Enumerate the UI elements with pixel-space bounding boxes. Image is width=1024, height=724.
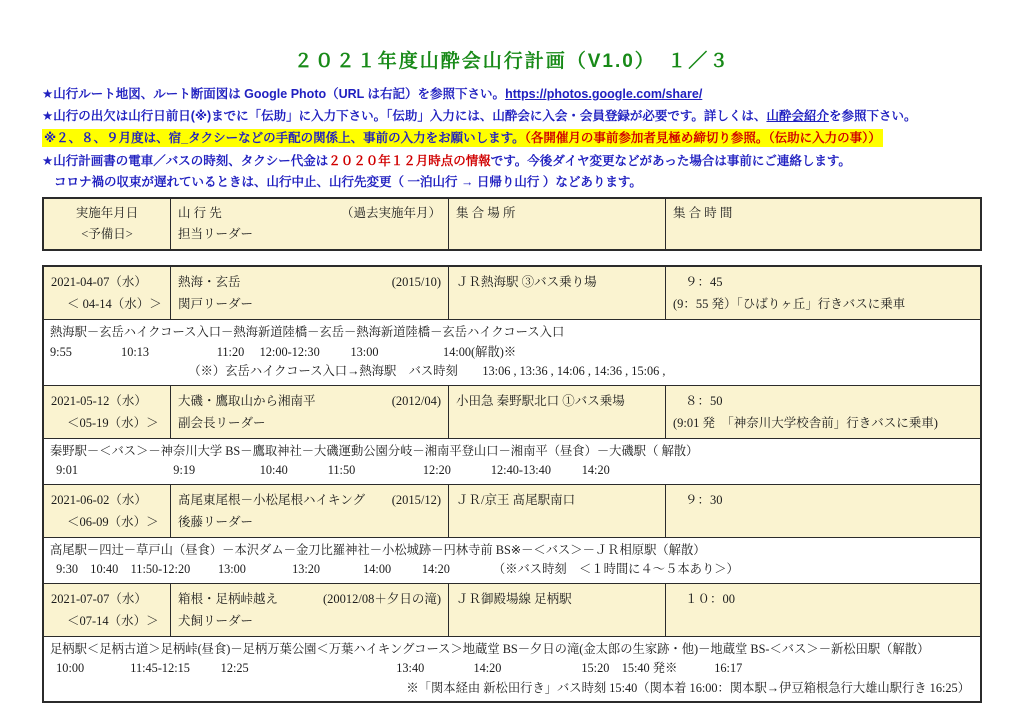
club-intro-link[interactable]: 山酔会紹介 <box>766 108 829 123</box>
entry-date-cell <box>44 386 170 438</box>
entry-meeting-time: １０：00 <box>685 591 736 606</box>
entry-meeting-place: ＪＲ御殿場線 足柄駅 <box>448 584 665 636</box>
note-route-maps <box>42 86 984 102</box>
entry-destination-cell <box>170 267 448 319</box>
entry-meeting-place: ＪＲ熱海駅 ③バス乗り場 <box>448 267 665 319</box>
entry-meeting-time-cell <box>665 267 984 319</box>
entry-meeting-time-cell <box>665 584 984 636</box>
header-meeting-time-column: 集 合 時 間 <box>665 199 984 249</box>
hike-info-row <box>44 485 980 538</box>
entry-leader: 副会長リーダー <box>178 415 266 430</box>
entry-date-cell <box>44 267 170 319</box>
entry-date: 2021-06-02（水） <box>51 492 147 507</box>
entry-reserve-date: ＜05-19（水）＞ <box>67 415 159 430</box>
entry-leader: 犬飼リーダー <box>178 613 254 628</box>
entry-destination: 髙尾東尾根－小松尾根ハイキング <box>178 492 366 507</box>
route-bus-note-line: （※）玄岳ハイクコース入口→熱海駅 バス時刻 13:06 , 13:36 , 14:06 , 14:36 , 15:06 , <box>50 364 666 378</box>
entry-time-note: (9:01 発 「神奈川大学校舎前」行きバスに乗車) <box>673 415 938 430</box>
header-destination-label: 山 行 先 <box>178 206 222 220</box>
notes-block <box>42 86 984 190</box>
header-date-column <box>44 199 170 249</box>
route-times-line: 9:01 9:19 10:40 11:50 12:20 12:40-13:40 14:20 <box>50 463 610 477</box>
note-densuke <box>42 108 984 124</box>
entry-past-date: (20012/08＋夕日の滝) <box>322 591 441 606</box>
header-reserve-label: <予備日> <box>81 227 133 241</box>
note-densuke-tail: を参照下さい。 <box>828 108 917 123</box>
note-densuke-text: ★山行の出欠は山行日前日(※)までに「伝助」に入力下さい。「伝助」入力には、山酔会に入会・会員登録が必要です。詳しくは、 <box>42 108 767 123</box>
note-advance-red: （各開催月の事前参加者見極め締切り参照。（伝助に入力の事）） <box>524 131 881 145</box>
entry-past-date: (2012/04) <box>391 393 441 408</box>
schedule-header-table <box>42 197 982 251</box>
entry-meeting-time: ９：45 <box>685 275 723 289</box>
hike-entry <box>44 267 980 386</box>
entry-past-date: (2015/12) <box>391 492 441 507</box>
hike-route-row <box>44 637 980 702</box>
entry-destination-cell <box>170 386 448 438</box>
hike-info-row <box>44 584 980 637</box>
entry-date: 2021-04-07（水） <box>51 275 147 289</box>
route-bus-note-line: ※「関本経由 新松田行き」バス時刻 15:40（関本着 16:00：関本駅→伊豆箱根急行大雄山駅行き 16:25） <box>406 680 970 695</box>
google-photo-link[interactable]: https://photos.google.com/share/ <box>505 87 703 101</box>
hike-entry <box>44 386 980 485</box>
header-meeting-place-column: 集 合 場 所 <box>448 199 665 249</box>
entry-meeting-time: ８：50 <box>685 393 723 408</box>
entry-reserve-date: ＜06-09（水）＞ <box>67 514 159 529</box>
hike-route-row <box>44 439 980 485</box>
header-date-label: 実施年月日 <box>75 206 139 220</box>
highlighted-note <box>42 129 883 147</box>
route-times-line: 10:00 11:45-12:15 12:25 13:40 14:20 15:20 15:40 発※ 16:17 <box>50 661 743 675</box>
route-line: 足柄駅＜足柄古道＞足柄峠(昼食)－足柄万葉公園＜万葉ハイキングコース＞地蔵堂 BS－夕日の滝(金太郎の生家跡・他)－地蔵堂 BS-＜バス＞－新松田駅（解散） <box>50 641 930 656</box>
entry-date-cell <box>44 485 170 537</box>
entry-reserve-date: ＜ 04-14（水）＞ <box>67 297 162 311</box>
entry-meeting-time-cell <box>665 485 984 537</box>
note-fares-tail: です。今後ダイヤ変更などがあった場合は事前にご連絡します。 <box>490 153 851 168</box>
hike-entry <box>44 485 980 584</box>
entry-reserve-date: ＜07-14（水）＞ <box>67 613 159 628</box>
entry-destination: 熱海・玄岳 <box>178 275 241 289</box>
entry-date: 2021-05-12（水） <box>51 393 147 408</box>
entry-destination-cell <box>170 485 448 537</box>
entry-time-note: (9：55 発）「ひばりヶ丘」行きバスに乗車 <box>673 297 906 311</box>
note-fares <box>42 153 984 169</box>
note-fares-date: ２０２０年１２月時点の情報 <box>328 153 491 168</box>
entry-destination-cell <box>170 584 448 636</box>
hike-route-row <box>44 538 980 584</box>
entry-past-date: (2015/10) <box>391 275 441 289</box>
note-advance-entry <box>42 129 984 147</box>
entry-date-cell <box>44 584 170 636</box>
route-times-line: 9:55 10:13 11:20 12:00-12:30 13:00 14:00(解散)※ <box>50 344 517 359</box>
route-line: 高尾駅－四辻－草戸山（昼食）－本沢ダム－金刀比羅神社－小松城跡－円林寺前 BS※－＜バス＞－ＪＲ相原駅（解散） <box>50 542 706 557</box>
header-leader-label: 担当リーダー <box>178 227 254 241</box>
page-title: ２０２１年度山酔会山行計画（V1.0） １／３ <box>293 51 731 72</box>
entry-leader: 後藤リーダー <box>178 514 254 529</box>
entry-leader: 関戸リーダー <box>178 297 254 311</box>
header-destination-column <box>170 199 448 249</box>
schedule-table <box>42 265 982 703</box>
entry-meeting-time-cell <box>665 386 984 438</box>
note-advance-blue: ※２、８、９月度は、宿_タクシーなどの手配の関係上、事前の入力をお願いします。 <box>44 131 525 145</box>
route-line: 秦野駅－＜バス＞－神奈川大学 BS－鷹取神社－大磯運動公園分岐－湘南平登山口－湘南平（昼食）－大磯駅（ 解散） <box>50 443 699 458</box>
hike-info-row <box>44 386 980 439</box>
entry-meeting-time: ９：30 <box>685 492 723 507</box>
note-route-maps-text: ★山行ルート地図、ルート断面図は Google Photo（URL は右記）を参照下さい。 <box>42 87 506 101</box>
note-fares-lead: ★山行計画書の電車／バスの時刻、タクシー代金は <box>42 153 329 168</box>
entry-meeting-place: 小田急 秦野駅北口 ①バス乗場 <box>448 386 665 438</box>
hike-info-row <box>44 267 980 320</box>
entry-destination: 大磯・鷹取山から湘南平 <box>178 393 316 408</box>
entry-date: 2021-07-07（水） <box>51 591 147 606</box>
hike-route-row <box>44 320 980 386</box>
route-line: 熱海駅－玄岳ハイクコース入口－熱海新道陸橋－玄岳－熱海新道陸橋－玄岳ハイクコース入口 <box>50 325 565 339</box>
note-corona: コロナ禍の収束が遅れているときは、山行中止、山行先変更（ 一泊山行 → 日帰り山行 ）などあります。 <box>54 175 642 189</box>
header-past-date-label: （過去実施年月） <box>340 206 441 220</box>
entry-meeting-place: ＪＲ/京王 髙尾駅南口 <box>448 485 665 537</box>
hike-entry <box>44 584 980 702</box>
route-times-line: 9:30 10:40 11:50-12:20 13:00 13:20 14:00 14:20 （※バス時刻 ＜１時間に４～５本あり＞） <box>50 562 739 576</box>
entry-destination: 箱根・足柄峠越え <box>178 591 279 606</box>
